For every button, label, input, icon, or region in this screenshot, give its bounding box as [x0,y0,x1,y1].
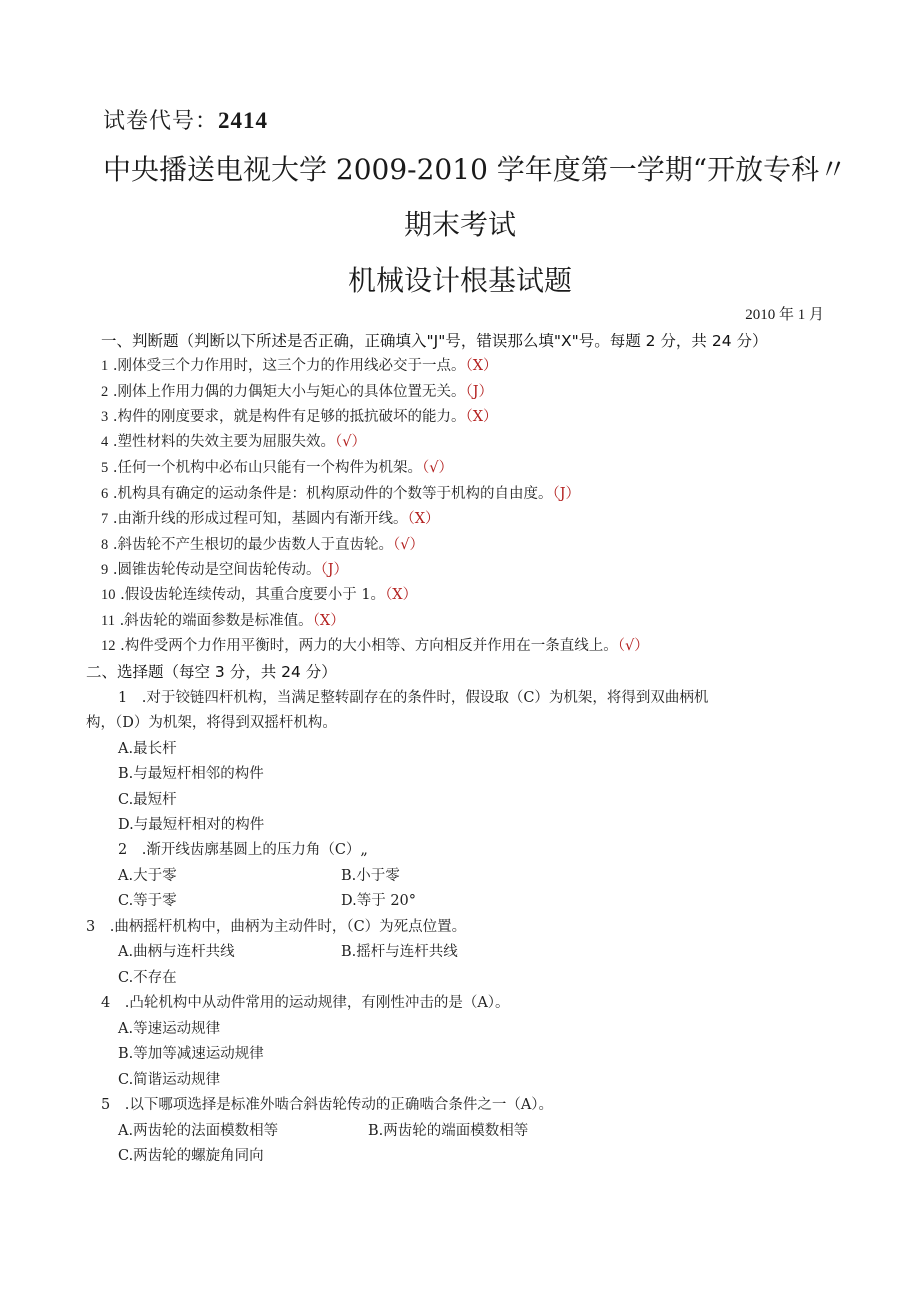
tf-item: 5 .任何一个机构中必布山只能有一个构件为机架。（√） [101,460,453,476]
tf-item: 10 .假设齿轮连续传动，其重合度要小于 1。（X） [101,587,418,603]
exam-code-value: 2414 [218,108,269,133]
q2-option: D.等于 20° [341,893,417,909]
answer-mark: （√） [392,537,424,553]
answer-mark: （J） [465,384,494,400]
q5-option: C.两齿轮的螺旋角同向 [118,1148,264,1164]
answer-mark: （√） [421,460,453,476]
q3-stem: 3 .曲柄摇杆机构中，曲柄为主动件时，（C）为死点位置。 [86,919,467,935]
tf-item: 12 .构件受两个力作用平衡时，两力的大小相等、方向相反并作用在一条直线上。（√） [101,638,649,654]
tf-item: 6 .机构具有确定的运动条件是：机构原动件的个数等于机构的自由度。（J） [101,486,581,502]
q1-option: B.与最短杆相邻的构件 [118,766,264,782]
q1-option: C.最短杆 [118,792,177,808]
tf-item: 4 .塑性材料的失效主要为屈服失效。（√） [101,434,366,450]
q1-option: D.与最短杆相对的构件 [118,817,265,833]
tf-item: 2 .刚体上作用力偶的力偶矩大小与矩心的具体位置无关。（J） [101,384,494,400]
q4-option: B.等加等减速运动规律 [118,1046,264,1062]
q2-stem: 2 .渐开线齿廓基圆上的压力角（C）„ [118,842,368,858]
tf-item: 1 .刚体受三个力作用时，这三个力的作用线必交于一点。（X） [101,358,498,374]
q5-option: B.两齿轮的端面模数相等 [368,1123,529,1139]
exam-code [103,104,268,135]
q4-stem: 4 .凸轮机构中从动件常用的运动规律，有刚性冲击的是（A）。 [101,995,510,1011]
q3-option: B.摇杆与连杆共线 [341,944,458,960]
answer-mark: （X） [465,409,498,425]
answer-mark: （X） [312,613,345,629]
q3-option: C.不存在 [118,970,177,986]
tf-item: 8 .斜齿轮不产生根切的最少齿数人于直齿轮。（√） [101,537,424,553]
exam-code-label: 试卷代号： [103,109,219,134]
tf-item: 7 .由渐升线的形成过程可知，基圆内有渐开线。（X） [101,511,440,527]
answer-mark: （X） [465,358,498,374]
q5-option: A.两齿轮的法面模数相等 [118,1123,279,1139]
answer-mark: （√） [617,638,649,654]
answer-mark: （J） [552,486,581,502]
answer-mark: （X） [385,587,418,603]
q2-option: B.小于零 [341,868,400,884]
q1-stem-line2: 构，（D）为机架，将得到双摇杆机构。 [86,715,337,731]
q4-option: C.简谐运动规律 [118,1072,221,1088]
page-title-line3: 机械设计根基试题 [347,264,572,297]
answer-mark: （√） [334,434,366,450]
q2-option: A.大于零 [118,868,177,884]
q2-option: C.等于零 [118,893,177,909]
exam-date: 2010 年 1 月 [745,307,824,323]
page-title-line2: 期末考试 [403,208,516,241]
answer-mark: （X） [407,511,440,527]
q4-option: A.等速运动规律 [118,1021,221,1037]
tf-item: 9 .圆锥齿轮传动是空间齿轮传动。（J） [101,562,349,578]
q3-option: A.曲柄与连杆共线 [118,944,235,960]
page-title-line1: 中央播送电视大学 2009-2010 学年度第一学期“开放专科〃 [103,153,848,186]
tf-item: 11 .斜齿轮的端面参数是标准值。（X） [101,613,345,629]
answer-mark: （J） [320,562,349,578]
section2-heading: 二、选择题（每空 3 分，共 24 分） [86,663,337,681]
q1-option: A.最长杆 [118,741,177,757]
tf-item: 3 .构件的刚度要求，就是构件有足够的抵抗破坏的能力。（X） [101,409,498,425]
q5-stem: 5 .以下哪项选择是标准外啮合斜齿轮传动的正确啮合条件之一（A）。 [101,1097,554,1113]
q1-stem-line1: 1 .对于铰链四杆机构，当满足整转副存在的条件时，假设取（C）为机架，将得到双曲柄机 [118,690,709,706]
section1-heading: 一、判断题（判断以下所述是否正确，正确填入"J"号，错误那么填"X"号。每题 2 分，共 24 分） [101,332,768,350]
